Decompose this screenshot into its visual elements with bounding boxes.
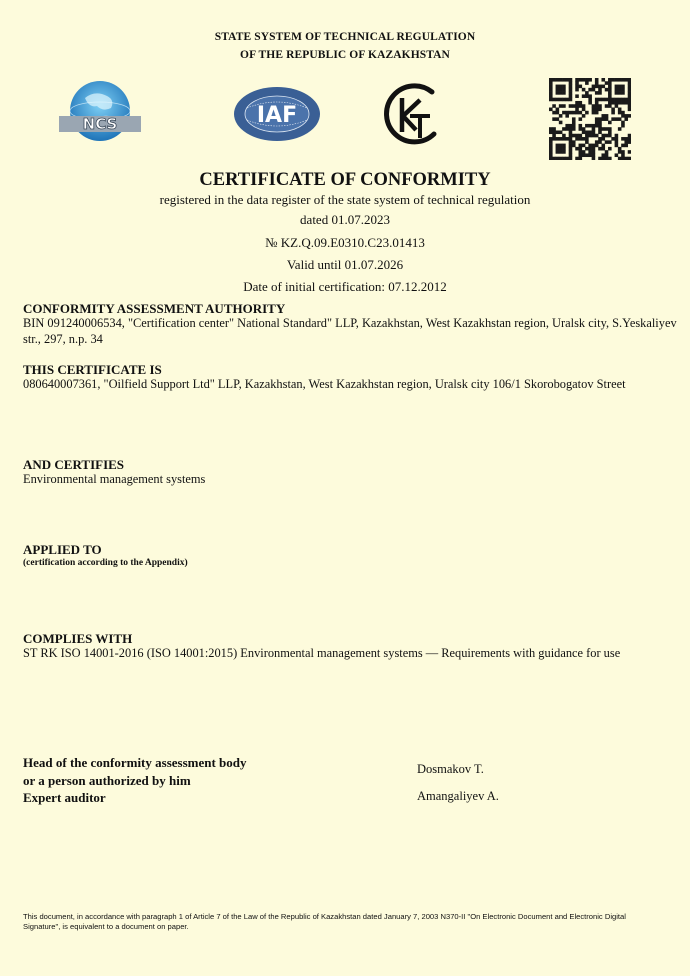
dated-line: dated 01.07.2023 <box>300 212 390 227</box>
certifies-section <box>23 457 678 488</box>
authority-section <box>23 301 678 347</box>
header-line-1: STATE SYSTEM OF TECHNICAL REGULATION <box>214 31 476 43</box>
certificate-is-section <box>23 362 678 393</box>
iaf-logo-text: IAF <box>256 103 298 128</box>
legal-footer: This document, in accordance with paragraph 1 of Article 7 of the Law of the Republic of Kazakhstan dated January 7, 2003 N370-II "On Electronic Document and Electronic Digital Signature", is equivalent to a document on paper. <box>23 912 626 931</box>
applied-heading: APPLIED TO <box>23 542 102 557</box>
head-label-line-2: or a person authorized by him <box>23 772 191 788</box>
registered-line: registered in the data register of the state system of technical regulation <box>159 192 531 207</box>
ncs-logo-text: NCS <box>82 115 118 133</box>
authority-text: BIN 091240006534, "Certification center" National Standard" LLP, Kazakhstan, West Kazakhstan region, Uralsk city, S.Yeskaliyev str., 297, n.p. 34 <box>23 316 677 346</box>
iaf-logo <box>233 86 321 142</box>
complies-section <box>23 631 678 662</box>
auditor-name: Amangaliyev A. <box>417 789 499 803</box>
applied-note: (certification according to the Appendix) <box>23 558 188 568</box>
certificate-is-text: 080640007361, "Oilfield Support Ltd" LLP, Kazakhstan, West Kazakhstan region, Uralsk city 106/1 Skorobogatov Street <box>23 377 626 391</box>
auditor-label: Expert auditor <box>23 790 106 805</box>
kz-conformity-mark <box>380 80 444 148</box>
head-label-line-1: Head of the conformity assessment body <box>23 755 247 770</box>
valid-until: Valid until 01.07.2026 <box>286 257 404 272</box>
certifies-heading: AND CERTIFIES <box>23 457 125 472</box>
certificate-title: CERTIFICATE OF CONFORMITY <box>199 170 491 190</box>
signature-labels <box>23 754 353 807</box>
authority-heading: CONFORMITY ASSESSMENT AUTHORITY <box>23 301 286 316</box>
ncs-logo <box>57 78 143 148</box>
certifies-text: Environmental management systems <box>23 472 206 486</box>
header-line-2: OF THE REPUBLIC OF KAZAKHSTAN <box>240 49 450 61</box>
certificate-is-heading: THIS CERTIFICATE IS <box>23 362 162 377</box>
qr-code <box>549 78 631 160</box>
complies-heading: COMPLIES WITH <box>23 631 133 646</box>
initial-certification-date: Date of initial certification: 07.12.2012 <box>243 279 447 294</box>
applied-section <box>23 542 678 569</box>
certificate-number: № KZ.Q.09.E0310.C23.01413 <box>265 235 425 250</box>
head-name: Dosmakov T. <box>417 762 484 776</box>
complies-text: ST RK ISO 14001-2016 (ISO 14001:2015) Environmental management systems — Requirements with guidance for use <box>23 646 621 660</box>
